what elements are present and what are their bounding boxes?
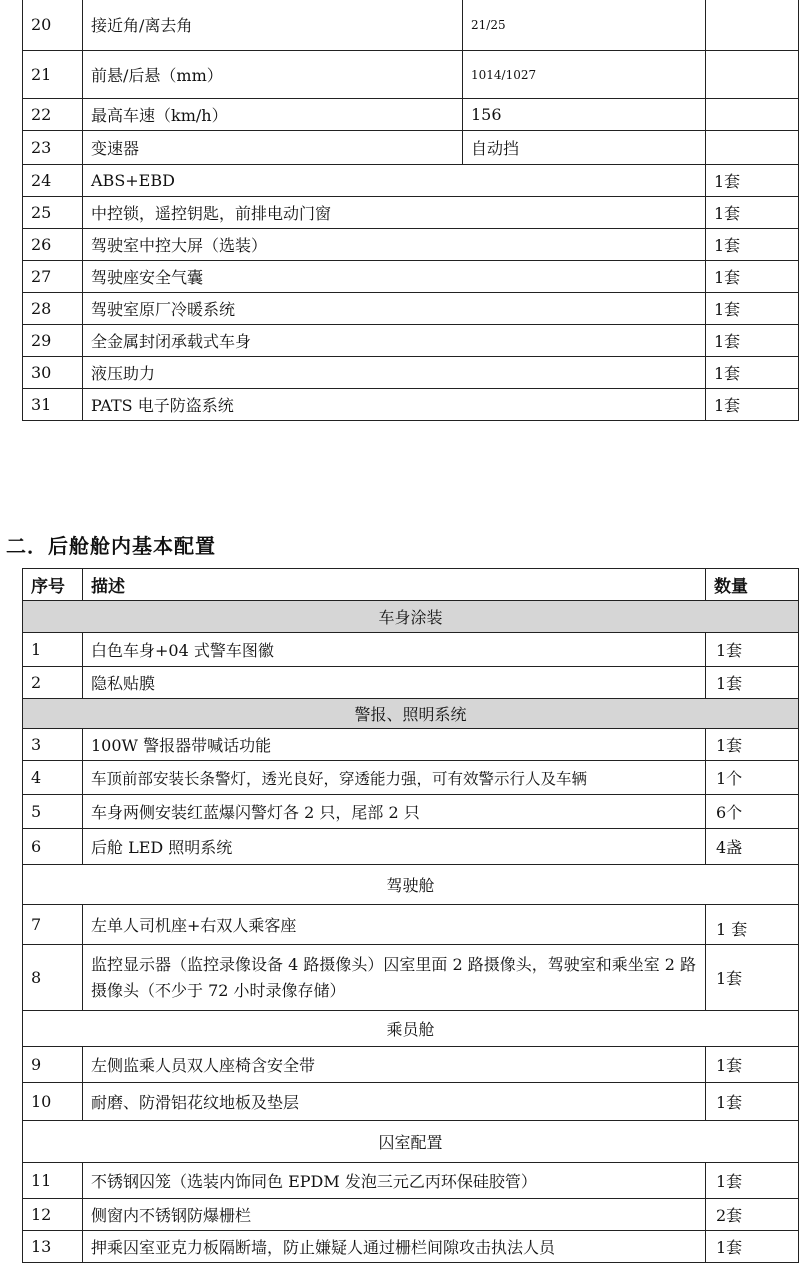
row-number: 5	[23, 795, 83, 829]
row-description: 隐私贴膜	[83, 667, 706, 699]
row-number: 21	[23, 51, 83, 99]
table-header-row	[23, 569, 799, 601]
category-row	[23, 1121, 799, 1163]
spec-qty: 1套	[706, 325, 799, 357]
table-row	[23, 99, 799, 131]
spec-qty	[706, 99, 799, 131]
spec-name: 驾驶座安全气囊	[83, 261, 706, 293]
spec-name: 接近角/离去角	[83, 0, 463, 51]
row-number: 11	[23, 1163, 83, 1199]
table-row	[23, 1199, 799, 1231]
row-number: 12	[23, 1199, 83, 1231]
table-row	[23, 795, 799, 829]
row-number: 3	[23, 729, 83, 761]
spec-name: 前悬/后悬（mm）	[83, 51, 463, 99]
row-number: 28	[23, 293, 83, 325]
spec-name: 液压助力	[83, 357, 706, 389]
row-quantity: 1 套	[706, 905, 799, 945]
row-number: 25	[23, 197, 83, 229]
spec-name: 驾驶室原厂冷暖系统	[83, 293, 706, 325]
row-quantity: 4盏	[706, 829, 799, 865]
spec-qty: 1套	[706, 357, 799, 389]
spec-qty: 1套	[706, 229, 799, 261]
spec-name: 全金属封闭承载式车身	[83, 325, 706, 357]
row-number: 20	[23, 0, 83, 51]
table-row	[23, 229, 799, 261]
row-description: 不锈钢囚笼（选装内饰同色 EPDM 发泡三元乙丙环保硅胶管）	[83, 1163, 706, 1199]
row-number: 9	[23, 1047, 83, 1083]
row-number: 29	[23, 325, 83, 357]
row-number: 30	[23, 357, 83, 389]
header-quantity: 数量	[706, 569, 799, 601]
row-description: 耐磨、防滑铝花纹地板及垫层	[83, 1083, 706, 1121]
table-row	[23, 633, 799, 667]
row-description: 监控显示器（监控录像设备 4 路摄像头）囚室里面 2 路摄像头，驾驶室和乘坐室 2 路摄像头（不少于 72 小时录像存储）	[83, 945, 706, 1011]
spec-value: 21/25	[463, 0, 706, 51]
table-row	[23, 0, 799, 51]
row-number: 23	[23, 131, 83, 165]
row-quantity: 1套	[706, 729, 799, 761]
spec-value: 156	[463, 99, 706, 131]
spec-name: 驾驶室中控大屏（选装）	[83, 229, 706, 261]
row-number: 27	[23, 261, 83, 293]
row-quantity: 1套	[706, 945, 799, 1011]
row-description: 车身两侧安装红蓝爆闪警灯各 2 只，尾部 2 只	[83, 795, 706, 829]
section-title: 二．后舱舱内基本配置	[6, 534, 216, 558]
row-description: 车顶前部安装长条警灯，透光良好，穿透能力强，可有效警示行人及车辆	[83, 761, 706, 795]
row-number: 22	[23, 99, 83, 131]
table-row	[23, 761, 799, 795]
spec-qty	[706, 0, 799, 51]
spec-qty: 1套	[706, 261, 799, 293]
row-quantity: 1套	[706, 667, 799, 699]
row-quantity: 6个	[706, 795, 799, 829]
table-row	[23, 1083, 799, 1121]
category-body-paint: 车身涂装	[23, 601, 799, 633]
spec-qty: 1套	[706, 293, 799, 325]
table-row	[23, 945, 799, 1011]
row-description: 左单人司机座+右双人乘客座	[83, 905, 706, 945]
table-row	[23, 729, 799, 761]
row-quantity: 1套	[706, 1231, 799, 1263]
table-row	[23, 293, 799, 325]
spec-value: 1014/1027	[463, 51, 706, 99]
table-row	[23, 51, 799, 99]
table-row	[23, 197, 799, 229]
table-row	[23, 357, 799, 389]
category-crew-cabin: 乘员舱	[23, 1011, 799, 1047]
spec-name: ABS+EBD	[83, 165, 706, 197]
row-description: 100W 警报器带喊话功能	[83, 729, 706, 761]
table-row	[23, 1047, 799, 1083]
vehicle-spec-table	[22, 0, 799, 421]
spec-qty	[706, 131, 799, 165]
spec-value: 自动挡	[463, 131, 706, 165]
table-row	[23, 829, 799, 865]
spec-name: 变速器	[83, 131, 463, 165]
spec-qty: 1套	[706, 197, 799, 229]
category-row	[23, 1011, 799, 1047]
table-row	[23, 261, 799, 293]
row-number: 6	[23, 829, 83, 865]
spec-qty: 1套	[706, 165, 799, 197]
spec-name: 中控锁，遥控钥匙，前排电动门窗	[83, 197, 706, 229]
category-alarm-lighting: 警报、照明系统	[23, 699, 799, 729]
category-row	[23, 601, 799, 633]
row-quantity: 2套	[706, 1199, 799, 1231]
table-row	[23, 325, 799, 357]
table-row	[23, 1163, 799, 1199]
table-row	[23, 389, 799, 421]
row-number: 24	[23, 165, 83, 197]
row-number: 4	[23, 761, 83, 795]
row-number: 2	[23, 667, 83, 699]
spec-name: 最高车速（km/h）	[83, 99, 463, 131]
table-row	[23, 131, 799, 165]
spec-name: PATS 电子防盗系统	[83, 389, 706, 421]
table-row	[23, 667, 799, 699]
row-quantity: 1个	[706, 761, 799, 795]
table-row	[23, 1231, 799, 1263]
header-description: 描述	[83, 569, 706, 601]
row-description: 白色车身+04 式警车图徽	[83, 633, 706, 667]
row-number: 13	[23, 1231, 83, 1263]
row-quantity: 1套	[706, 1047, 799, 1083]
table-row	[23, 905, 799, 945]
row-number: 8	[23, 945, 83, 1011]
row-number: 26	[23, 229, 83, 261]
category-row	[23, 865, 799, 905]
row-quantity: 1套	[706, 1083, 799, 1121]
spec-qty: 1套	[706, 389, 799, 421]
row-quantity: 1套	[706, 1163, 799, 1199]
spec-qty	[706, 51, 799, 99]
category-row	[23, 699, 799, 729]
table-row	[23, 165, 799, 197]
row-number: 31	[23, 389, 83, 421]
header-number: 序号	[23, 569, 83, 601]
row-number: 7	[23, 905, 83, 945]
rear-cabin-config-table	[22, 568, 799, 1263]
row-description: 左侧监乘人员双人座椅含安全带	[83, 1047, 706, 1083]
row-number: 10	[23, 1083, 83, 1121]
row-description: 后舱 LED 照明系统	[83, 829, 706, 865]
category-cab: 驾驶舱	[23, 865, 799, 905]
row-description: 押乘囚室亚克力板隔断墙，防止嫌疑人通过栅栏间隙攻击执法人员	[83, 1231, 706, 1263]
category-cell-config: 囚室配置	[23, 1121, 799, 1163]
row-description: 侧窗内不锈钢防爆栅栏	[83, 1199, 706, 1231]
row-quantity: 1套	[706, 633, 799, 667]
row-number: 1	[23, 633, 83, 667]
